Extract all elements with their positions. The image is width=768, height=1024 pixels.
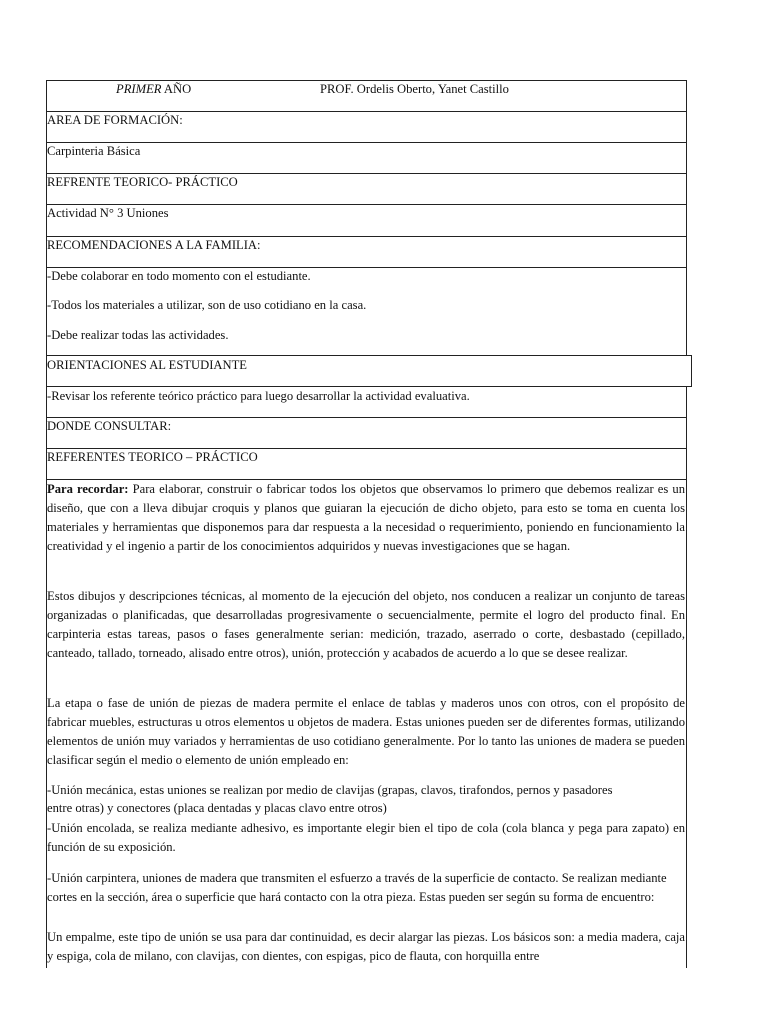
referente-label: REFRENTE TEORICO- PRÁCTICO [47, 175, 238, 189]
family-item: -Todos los materiales a utilizar, son de uso cotidiano en la casa. [47, 298, 367, 312]
family-label: RECOMENDACIONES A LA FAMILIA: [47, 238, 261, 252]
family-item: -Debe colaborar en todo momento con el estudiante. [47, 269, 311, 283]
paragraph-splice [47, 928, 685, 966]
grade-rest: AÑO [161, 82, 192, 96]
area-label: AREA DE FORMACIÓN: [47, 113, 183, 127]
activity-title: Actividad N° 3 Uniones [47, 206, 169, 220]
table-rule [46, 142, 686, 143]
grade-italic: PRIMER [116, 82, 162, 96]
paragraph-glued-union [47, 819, 685, 857]
student-label: ORIENTACIONES AL ESTUDIANTE [47, 358, 248, 372]
paragraph-carpentry-union [47, 869, 685, 907]
student-item: -Revisar los referente teórico práctico para luego desarrollar la actividad evaluativa. [47, 389, 470, 403]
consult-label: DONDE CONSULTAR: [47, 419, 172, 433]
table-border-right [691, 355, 692, 386]
glued-union-text: -Unión encolada, se realiza mediante adhesivo, es importante elegir bien el tipo de cola (cola blanca y pega para zapato) en función de su exposición. [47, 821, 685, 854]
reminder-lead: Para recordar: [47, 482, 129, 496]
splice-text: Un empalme, este tipo de unión se usa para dar continuidad, es decir alargar las piezas. Los básicos son: a media madera, caja y espiga, cola de milano, con clavijas, con dientes, con espigas, pico de flauta, con horquilla entre [47, 930, 685, 963]
teacher-names: PROF. Ordelis Oberto, Yanet Castillo [320, 82, 509, 96]
family-item: -Debe realizar todas las actividades. [47, 328, 229, 342]
joints-text: La etapa o fase de unión de piezas de madera permite el enlace de tablas y maderos unos con otros, con el propósito de fabricar muebles, estructuras u otros elementos u objetos de madera. Estas uniones pueden ser de diferentes formas, utilizando elementos de unión muy variados y herramientas de uso cotidiano generalmente. Por lo tanto las uniones de madera se pueden clasificar según el medio o elemento de unión empleado en: [47, 696, 685, 767]
reminder-text: Para elaborar, construir o fabricar todos los objetos que observamos lo primero que debemos realizar es un diseño, que con a lleva dibujar croquis y planos que guiaran la ejecución de dicho objeto, para esto se toma en cuenta los materiales y herramientas que disponemos para dar respuesta a la necesidad o requerimiento, poniendo en funcionamiento la creatividad y el ingenio a partir de los conocimientos adquiridos y nuevas investigaciones que se hagan. [47, 482, 685, 553]
grade-label [116, 80, 191, 99]
mechanical-union-line2: entre otras) y conectores (placa dentadas y placas clavo entre otros) [47, 801, 387, 815]
carpentry-union-text: -Unión carpintera, uniones de madera que transmiten el esfuerzo a través de la superficie de contacto. Se realizan mediante cortes en la sección, área o superficie que hará contacto con la otra pieza. Estas pueden ser según su forma de encuentro: [47, 871, 667, 904]
mechanical-union-line1: -Unión mecánica, estas uniones se realizan por medio de clavijas (grapas, clavos, tirafondos, pernos y pasadores [47, 783, 613, 797]
paragraph-reminder [47, 480, 685, 556]
paragraph-joints [47, 694, 685, 770]
tasks-text: Estos dibujos y descripciones técnicas, al momento de la ejecución del objeto, nos conducen a realizar un conjunto de tareas organizadas o planificadas, que desarrolladas progresivamente o secuencialmente, permite el logro del producto final. En carpinteria estas tareas, pasos o fases generalmente serian: medición, trazado, aserrado o corte, desbastado (cepillado, canteado, tallado, torneado, alisado entre otros), unión, protección y acabados de acuerdo a lo que se desee realizar. [47, 589, 685, 660]
area-value: Carpinteria Básica [47, 144, 141, 158]
paragraph-tasks [47, 587, 685, 663]
table-border-right [686, 386, 687, 968]
referentes-label: REFERENTES TEORICO – PRÁCTICO [47, 450, 258, 464]
table-border-right [686, 80, 687, 355]
